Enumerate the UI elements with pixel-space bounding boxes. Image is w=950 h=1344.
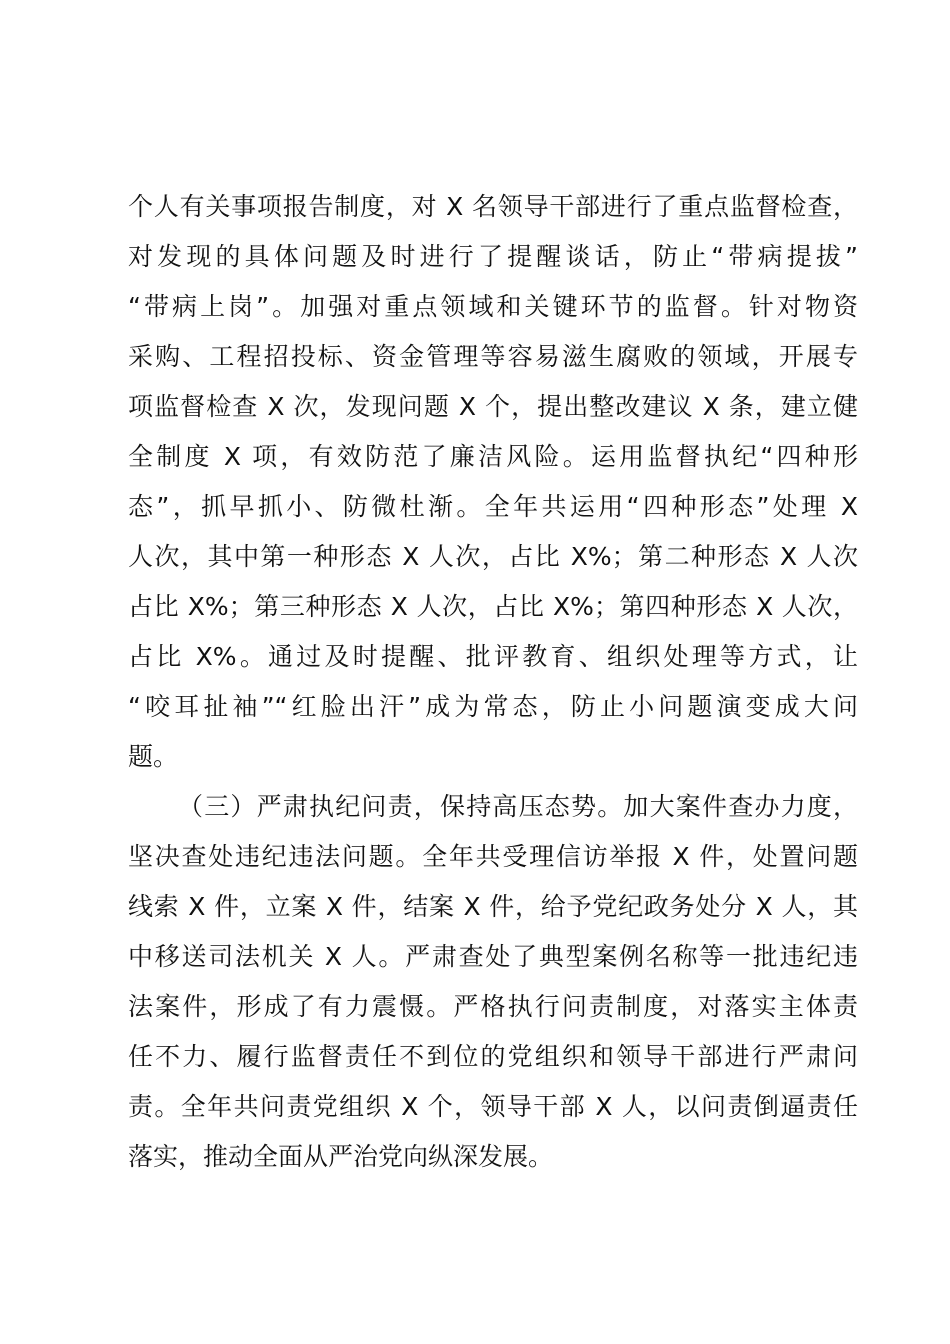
text-line: 人次，其中第一种形态 X 人次，占比 X%；第二种形态 X 人次	[128, 542, 858, 571]
text-line: 占比 X%；第三种形态 X 人次，占比 X%；第四种形态 X 人次，	[128, 592, 858, 621]
text-line: 全制度 X 项，有效防范了廉洁风险。运用监督执纪“四种形	[128, 442, 858, 471]
text-line: 中移送司法机关 X 人。严肃查处了典型案例名称等一批违纪违	[128, 942, 858, 971]
text-line: “带病上岗”。加强对重点领域和关键环节的监督。针对物资	[128, 292, 858, 321]
paragraph-accountability	[128, 782, 858, 1182]
text-line: 占比 X%。通过及时提醒、批评教育、组织处理等方式，让	[128, 642, 858, 671]
text-line: 个人有关事项报告制度，对 X 名领导干部进行了重点监督检查，	[128, 192, 858, 221]
text-line: 责。全年共问责党组织 X 个，领导干部 X 人，以问责倒逼责任	[128, 1092, 858, 1121]
text-line: 态”，抓早抓小、防微杜渐。全年共运用“四种形态”处理 X	[128, 492, 858, 521]
text-line: 采购、工程招投标、资金管理等容易滋生腐败的领域，开展专	[128, 342, 858, 371]
text-line: 线索 X 件，立案 X 件，结案 X 件，给予党纪政务处分 X 人，其	[128, 892, 858, 921]
section-heading-line: （三）严肃执纪问责，保持高压态势。加大案件查办力度，	[178, 792, 858, 821]
body-text	[128, 182, 858, 1182]
text-line: 题。	[128, 742, 179, 771]
text-line: 对发现的具体问题及时进行了提醒谈话，防止“带病提拔”	[128, 242, 858, 271]
text-line: 法案件，形成了有力震慑。严格执行问责制度，对落实主体责	[128, 992, 858, 1021]
text-line: 落实，推动全面从严治党向纵深发展。	[128, 1142, 554, 1171]
text-line: “咬耳扯袖”“红脸出汗”成为常态，防止小问题演变成大问	[128, 692, 858, 721]
text-line: 坚决查处违纪违法问题。全年共受理信访举报 X 件，处置问题	[128, 842, 858, 871]
text-line: 任不力、履行监督责任不到位的党组织和领导干部进行严肃问	[128, 1042, 858, 1071]
paragraph-supervision	[128, 182, 858, 782]
text-line: 项监督检查 X 次，发现问题 X 个，提出整改建议 X 条，建立健	[128, 392, 858, 421]
